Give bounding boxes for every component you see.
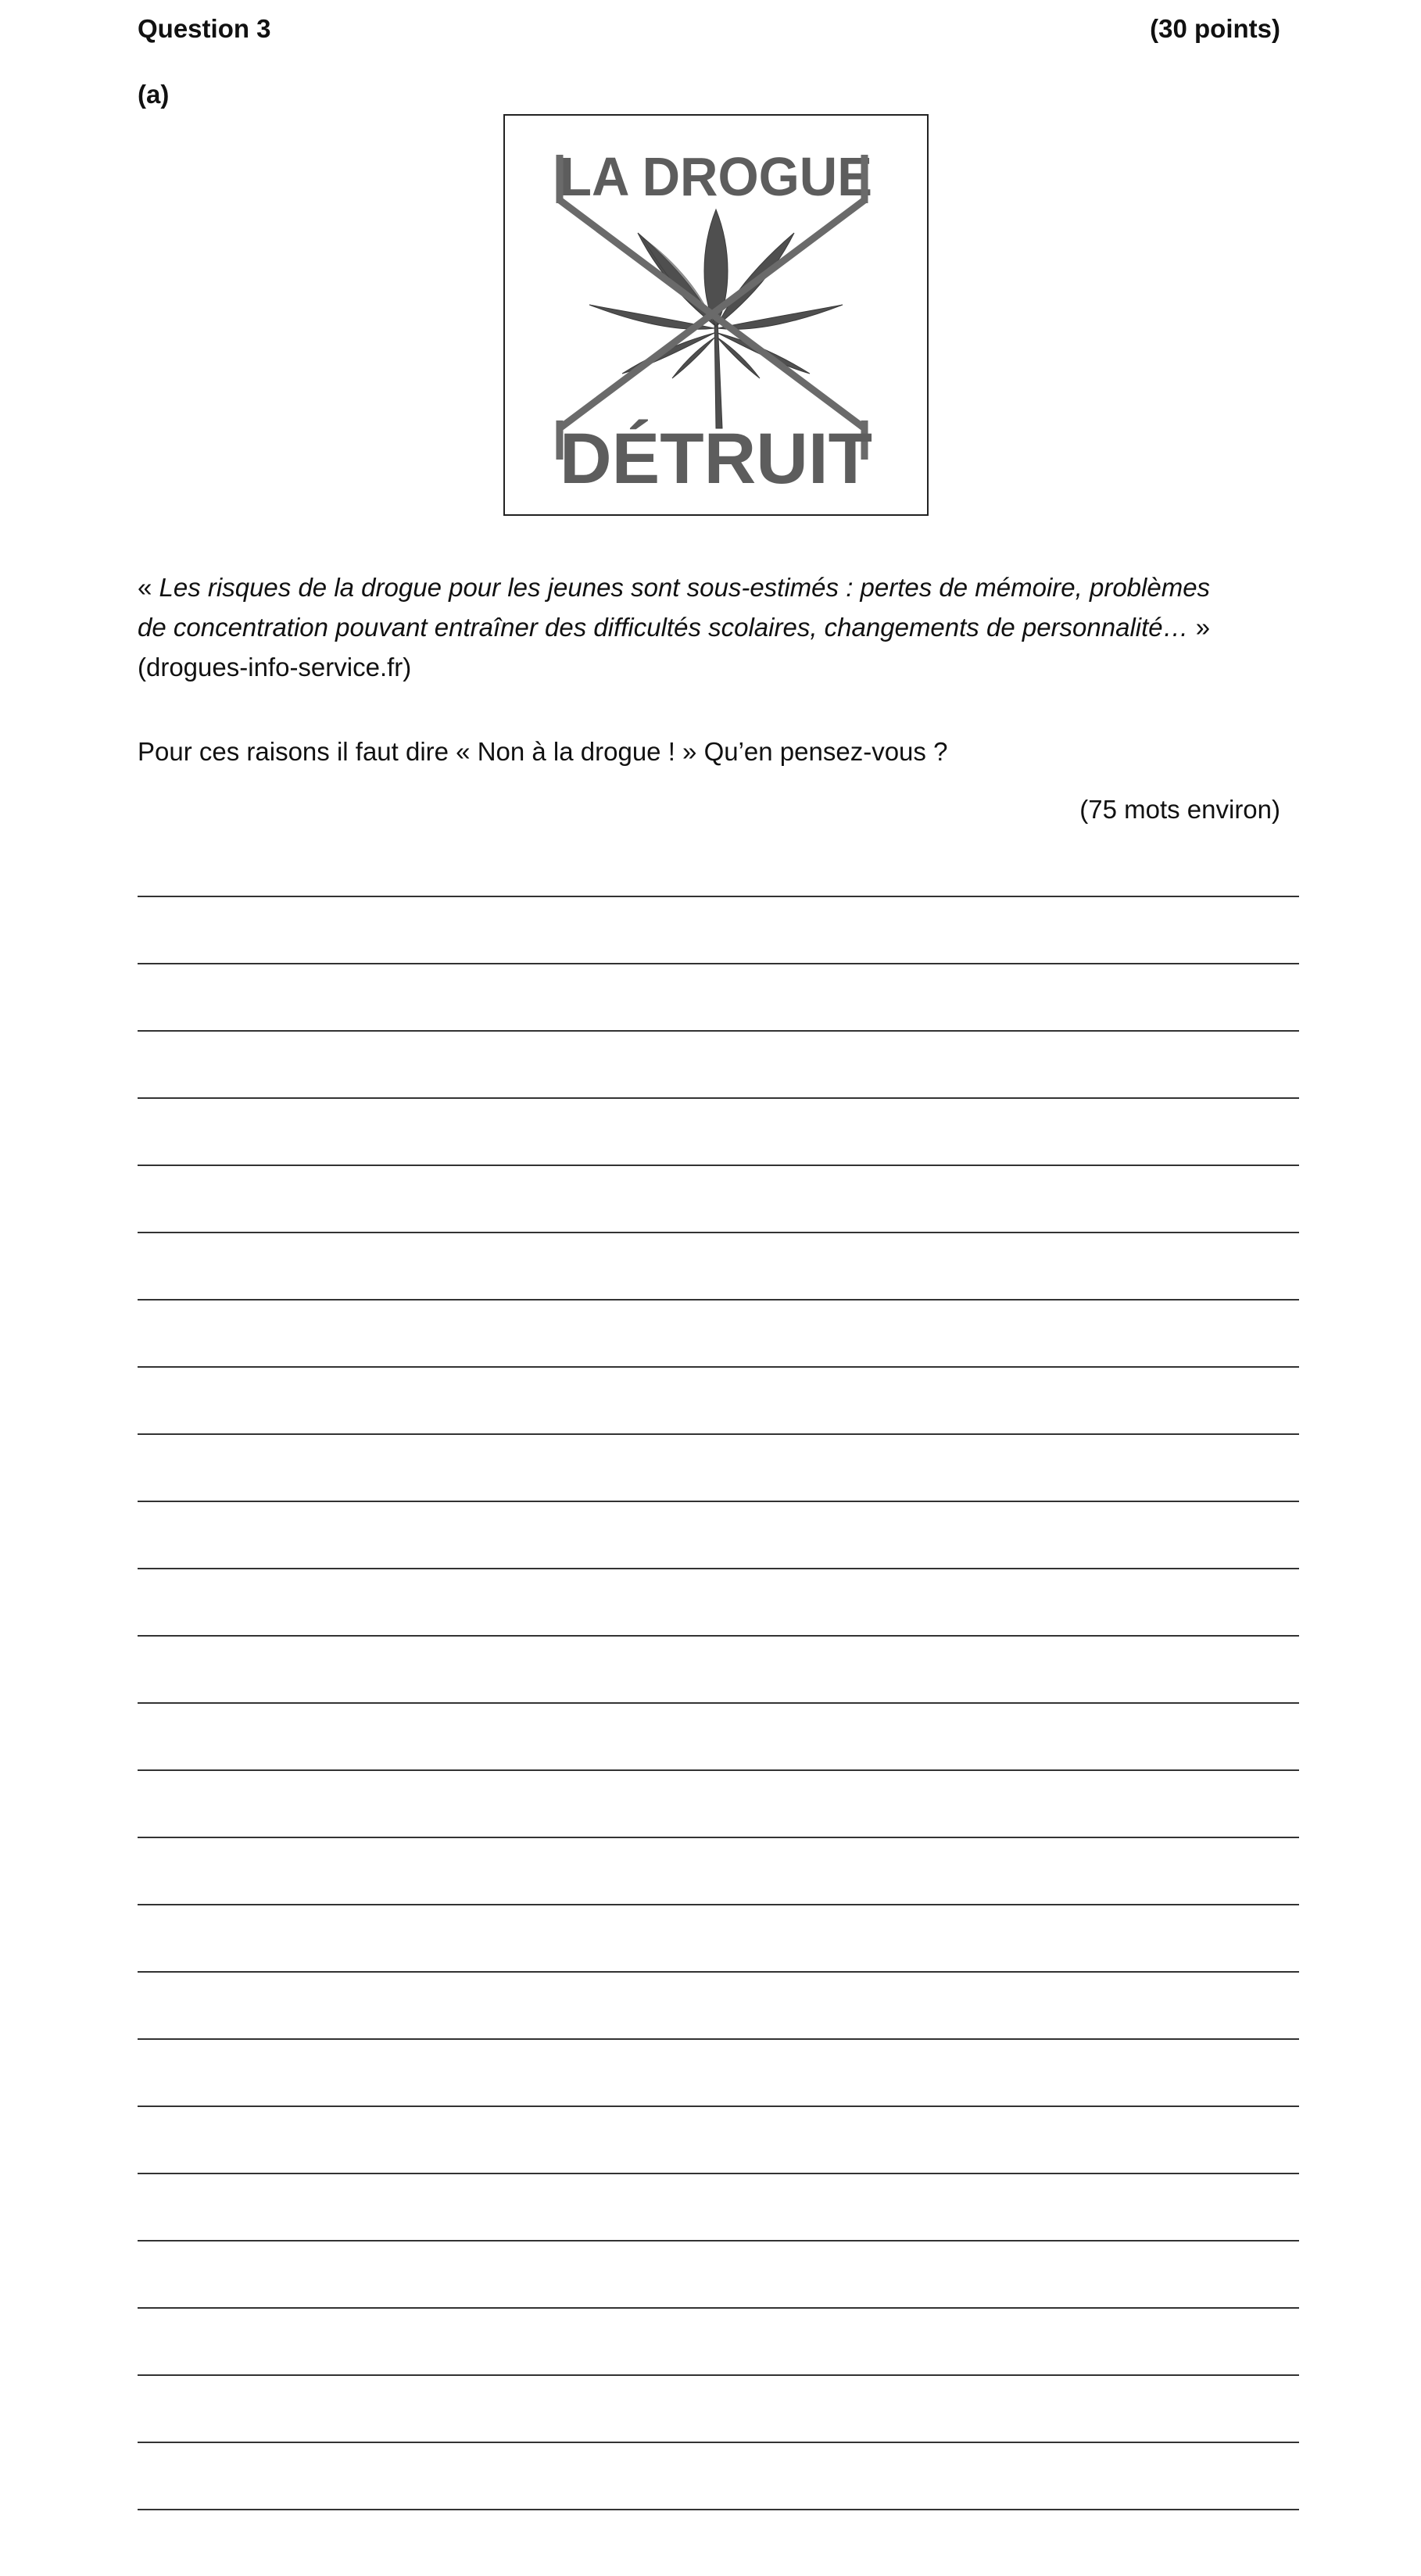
answer-line[interactable] (138, 1904, 1299, 1905)
answer-line[interactable] (138, 2106, 1299, 2107)
answer-line[interactable] (138, 1299, 1299, 1301)
answer-line[interactable] (138, 2307, 1299, 2309)
quote-source: (drogues-info-service.fr) (138, 653, 412, 682)
answer-line[interactable] (138, 1837, 1299, 1838)
quote-open-mark: « (138, 573, 159, 602)
quote-text-1: Les risques de la drogue pour les jeunes sont sous-estimés : pertes de mémoire, problèmes (159, 573, 1211, 602)
answer-line[interactable] (138, 1568, 1299, 1569)
question-title: Question 3 (138, 14, 271, 43)
answer-line[interactable] (138, 1097, 1299, 1099)
answer-line[interactable] (138, 1165, 1299, 1166)
answer-line[interactable] (138, 963, 1299, 964)
part-label: (a) (138, 80, 170, 109)
poster-graphic (505, 116, 927, 514)
answer-line[interactable] (138, 2038, 1299, 2040)
answer-line[interactable] (138, 1030, 1299, 1032)
quote-line-2 (138, 607, 1287, 647)
answer-line[interactable] (138, 1702, 1299, 1704)
answer-lines[interactable] (138, 896, 1299, 2576)
poster-bottom-text: DÉTRUIT (560, 419, 872, 499)
poster-top-text: LA DROGUE (560, 146, 872, 207)
quote-text-2: de concentration pouvant entraîner des difficultés scolaires, changements de personnalité… (138, 613, 1189, 642)
answer-line[interactable] (138, 2374, 1299, 2376)
question-points: (30 points) (1150, 14, 1280, 43)
anti-drug-poster (503, 114, 929, 516)
answer-line[interactable] (138, 1232, 1299, 1233)
question-prompt: Pour ces raisons il faut dire « Non à la drogue ! » Qu’en pensez-vous ? (138, 737, 948, 766)
word-count-hint: (75 mots environ) (1079, 795, 1280, 824)
answer-line[interactable] (138, 1971, 1299, 1973)
answer-line[interactable] (138, 2509, 1299, 2510)
quote-close-mark: » (1188, 613, 1211, 642)
answer-line[interactable] (138, 1366, 1299, 1368)
answer-line[interactable] (138, 1635, 1299, 1637)
answer-line[interactable] (138, 1433, 1299, 1435)
answer-line[interactable] (138, 1501, 1299, 1502)
answer-line[interactable] (138, 2173, 1299, 2174)
answer-line[interactable] (138, 2240, 1299, 2241)
quote-block (138, 567, 1287, 687)
answer-line[interactable] (138, 896, 1299, 897)
answer-line[interactable] (138, 2442, 1299, 2443)
quote-line-1 (138, 567, 1287, 607)
answer-line[interactable] (138, 1769, 1299, 1771)
